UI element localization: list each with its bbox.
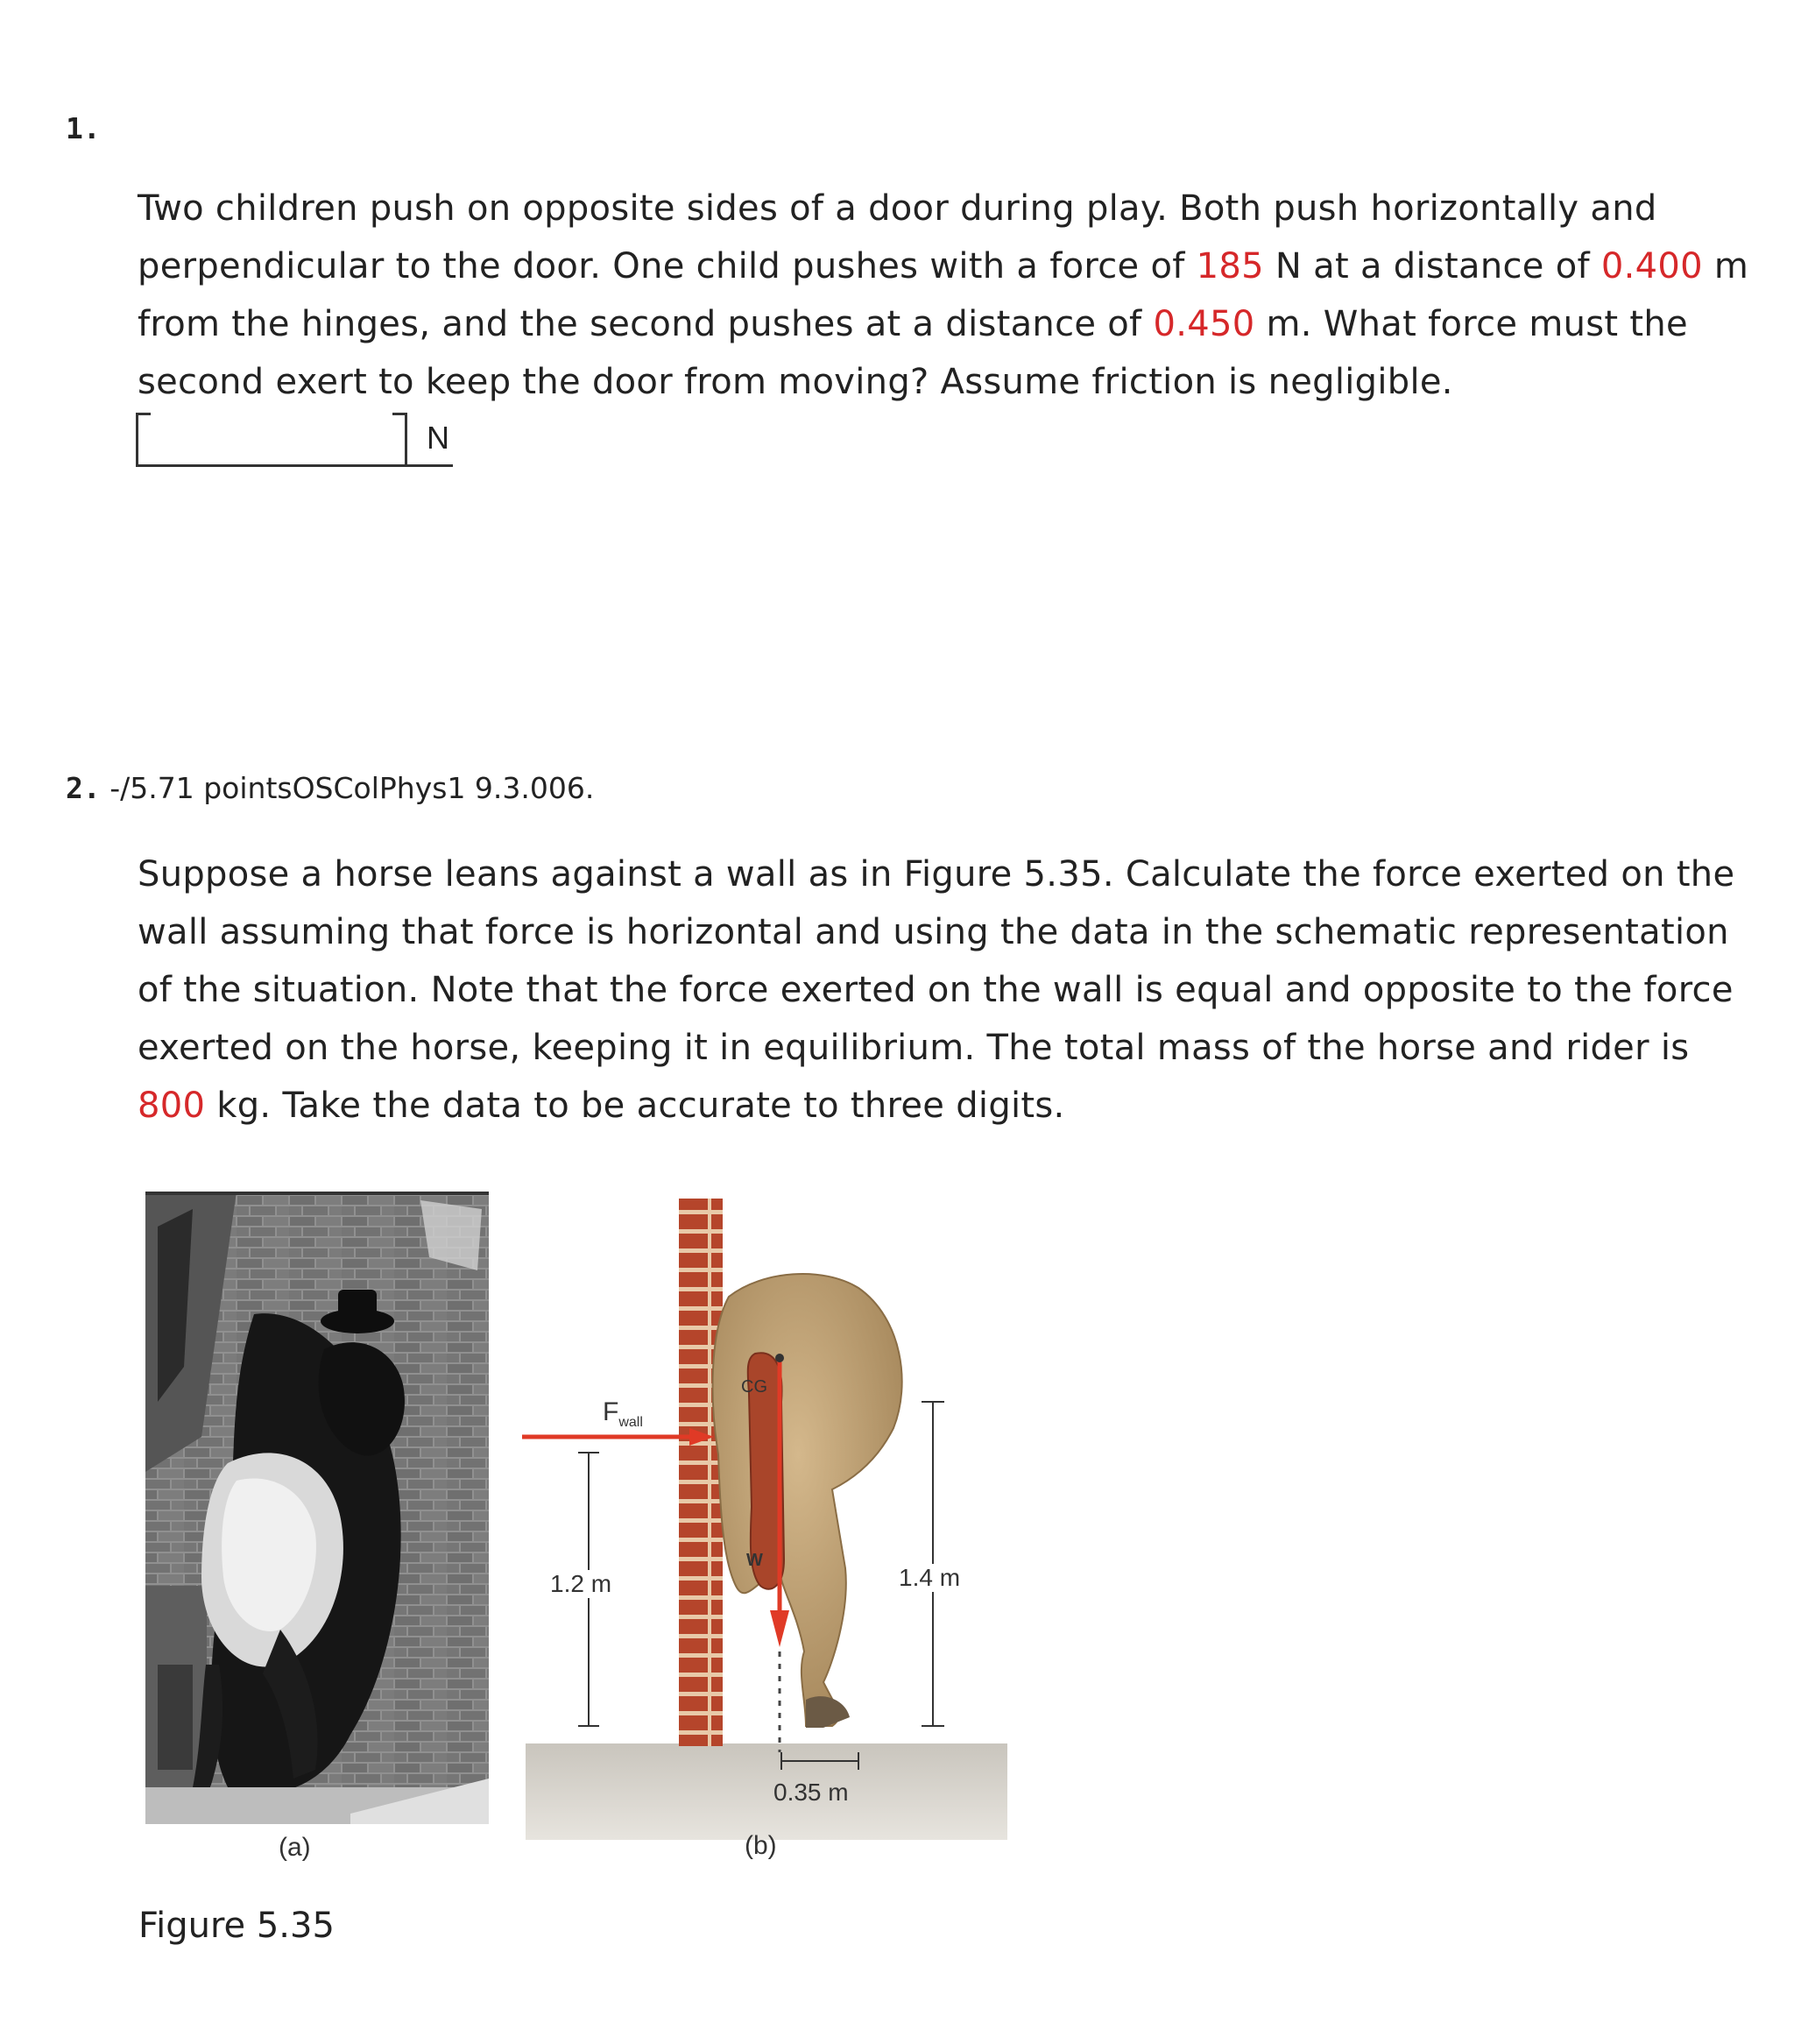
question-2-text-part: kg. Take the data to be accurate to three digits. [205, 1086, 1065, 1126]
cg-label: CG [741, 1377, 767, 1397]
figure-label-b: (b) [745, 1831, 777, 1860]
question-2-text [138, 845, 1767, 1135]
question-1-text-part: Two children push on opposite sides of a door during play. Both push horizontally and perpendicular to the door. One child pushes with a force of [138, 188, 1657, 286]
horizontal-0-35-label: 0.35 m [773, 1779, 849, 1806]
mass-value: 800 [138, 1086, 206, 1126]
horse-photo [145, 1192, 489, 1824]
question-1-text-part: N at a distance of [1263, 246, 1601, 286]
question-1-text [138, 180, 1767, 411]
question-1-text-part: m. What force must the second exert to keep the door from moving? Assume friction is negligible. [138, 304, 1688, 402]
question-2-number: 2. [66, 771, 101, 805]
f-wall-label [603, 1397, 643, 1431]
distance-1-value: 0.400 [1600, 246, 1703, 286]
question-2-header [66, 771, 594, 805]
question-2-points: -/5.71 pointsOSColPhys1 9.3.006. [100, 771, 595, 805]
answer-unit: N [427, 420, 449, 456]
brick-wall [679, 1199, 723, 1746]
answer-input[interactable] [136, 413, 407, 467]
horse-body [713, 1274, 902, 1726]
horse-schematic [522, 1199, 1007, 1840]
f-wall-sub: wall [618, 1415, 643, 1430]
answer-underline [136, 464, 453, 467]
question-2-text-part: Suppose a horse leans against a wall as in Figure 5.35. Calculate the force exerted on the wall assuming that force is horizontal and using the data in the schematic representation of the situation. Note that the force exerted on the wall is equal and opposite to the force exerted on the horse, keeping it in equilibrium. The total mass of the horse and rider is [138, 854, 1735, 1068]
force-value: 185 [1196, 246, 1264, 286]
question-1-number: 1. [66, 111, 101, 145]
height-1-4-label: 1.4 m [899, 1564, 961, 1591]
height-1-2-label: 1.2 m [550, 1570, 612, 1597]
question-1-text-part: m from the hinges, and the second pushes at a distance of [138, 246, 1749, 344]
figure-caption: Figure 5.35 [138, 1906, 335, 1946]
f-wall-main: F [603, 1397, 619, 1426]
answer-field-group [136, 409, 451, 470]
figure-label-a: (a) [279, 1833, 311, 1862]
distance-2-value: 0.450 [1153, 304, 1255, 344]
figure-5-35 [131, 1174, 1025, 1857]
weight-label: W [746, 1551, 763, 1570]
